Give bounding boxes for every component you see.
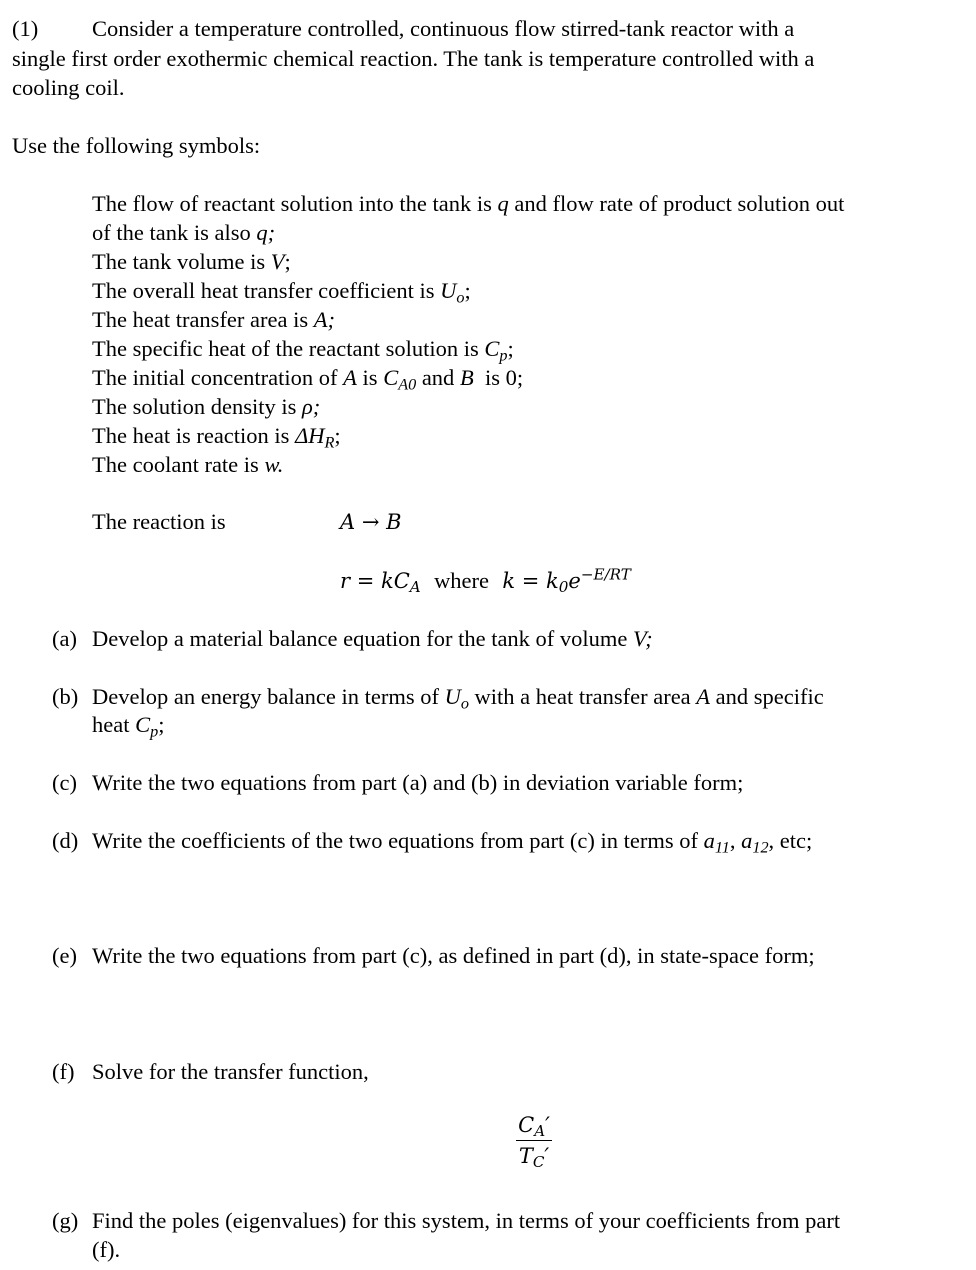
part-f-text: Solve for the transfer function,	[92, 1059, 369, 1084]
symbol-flow-line-2: of the tank is also q;	[92, 220, 276, 245]
transfer-function-fraction	[514, 1113, 554, 1172]
part-a-label: (a)	[52, 626, 77, 651]
part-g-text-line-2: (f).	[92, 1237, 121, 1262]
fraction-denominator: $T_C'$	[518, 1144, 550, 1172]
symbol-flow-line-1: The flow of reactant solution into the tank is q and flow rate of product solution out	[92, 191, 845, 216]
reaction-equation: A → B	[340, 510, 402, 534]
part-g-label: (g)	[52, 1208, 79, 1233]
symbol-initial-concentration: The initial concentration of A is $C_{A0}$ and B is 0;	[92, 365, 524, 394]
reaction-label: The reaction is	[92, 509, 226, 534]
intro-line-1: Consider a temperature controlled, continuous flow stirred-tank reactor with a	[92, 16, 795, 41]
part-d-text: Write the coefficients of the two equations from part (c) in terms of $a_{11}$, $a_{12}$, etc;	[92, 828, 813, 857]
part-c-label: (c)	[52, 770, 77, 795]
symbol-volume: The tank volume is V;	[92, 249, 291, 274]
part-g-text: Find the poles (eigenvalues) for this system, in terms of your coefficients from part	[92, 1208, 841, 1233]
symbol-area: The heat transfer area is A;	[92, 307, 335, 332]
part-e-text: Write the two equations from part (c), as defined in part (d), in state-space form;	[92, 943, 815, 968]
symbol-cp: The specific heat of the reactant solution is $C_p$;	[92, 336, 514, 365]
part-d-label: (d)	[52, 828, 79, 853]
symbol-heat-of-reaction: The heat is reaction is $\Delta H_R$;	[92, 423, 341, 452]
part-f-label: (f)	[52, 1059, 75, 1084]
rate-equation: $r = kC_A$ where $k = k_0e^{-E/RT}$	[340, 565, 631, 597]
part-b-label: (b)	[52, 684, 79, 709]
symbol-u0: The overall heat transfer coefficient is $U_o$;	[92, 278, 471, 307]
part-e-label: (e)	[52, 943, 77, 968]
problem-number: (1)	[12, 16, 39, 41]
part-b-text: Develop an energy balance in terms of $U_o$ with a heat transfer area A and specific	[92, 684, 824, 713]
symbol-density: The solution density is ρ;	[92, 394, 321, 419]
intro-line-2: single first order exothermic chemical reaction. The tank is temperature controlled with a	[12, 46, 815, 71]
symbol-coolant: The coolant rate is w.	[92, 452, 284, 477]
part-b-text-line-2: heat $C_p$;	[92, 712, 165, 741]
symbols-heading: Use the following symbols:	[12, 133, 261, 158]
fraction-numerator: $C_A'$	[518, 1113, 550, 1141]
part-c-text: Write the two equations from part (a) and (b) in deviation variable form;	[92, 770, 744, 795]
intro-line-3: cooling coil.	[12, 75, 125, 100]
part-a-text: Develop a material balance equation for the tank of volume V;	[92, 626, 653, 651]
